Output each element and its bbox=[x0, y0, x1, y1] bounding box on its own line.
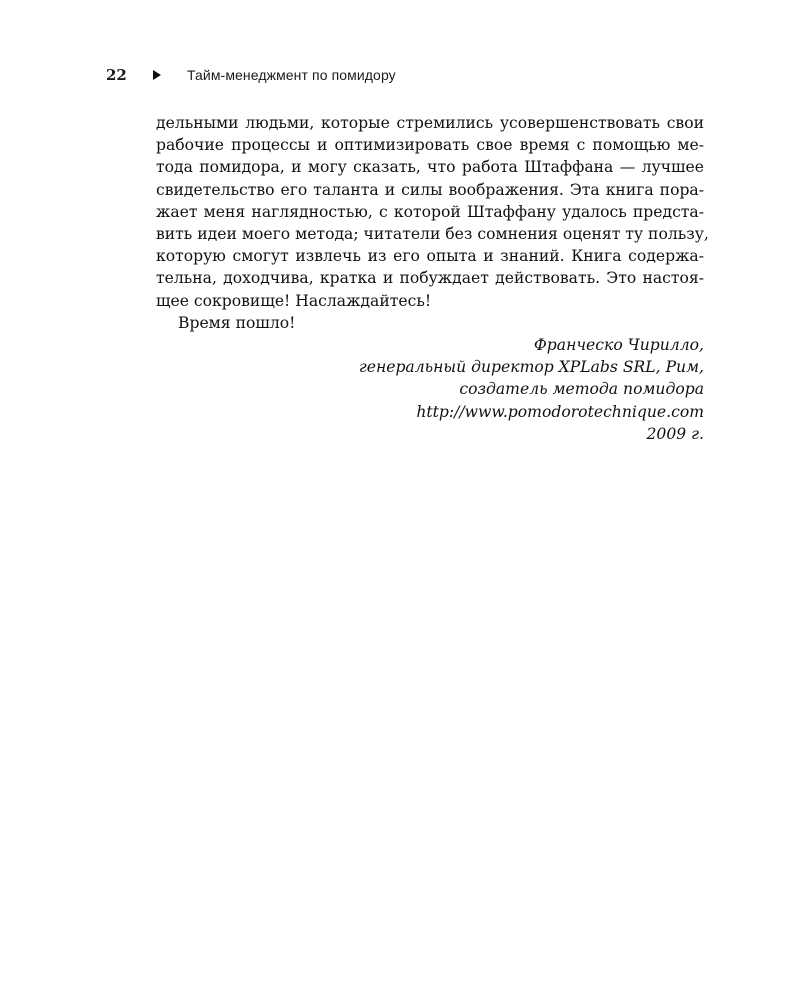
signature-block bbox=[156, 334, 704, 445]
body-text bbox=[156, 112, 709, 445]
triangle-right-icon bbox=[153, 70, 161, 80]
signature-name: Франческо Чирилло, bbox=[533, 336, 704, 355]
signature-url: http://www.pomodorotechnique.com bbox=[416, 402, 704, 421]
closing-line: Время пошло! bbox=[178, 313, 296, 332]
signature-year: 2009 г. bbox=[646, 424, 704, 443]
text-line: щее сокровище! Наслаждайтесь! bbox=[156, 291, 432, 310]
text-line: жает меня наглядностью, с которой Штаффану удалось предста- bbox=[156, 202, 704, 221]
page-number: 22 bbox=[106, 66, 127, 84]
signature-role: создатель метода помидора bbox=[459, 380, 704, 399]
text-line: тода помидора, и могу сказать, что работа Штаффана — лучшее bbox=[156, 158, 704, 177]
text-line: свидетельство его таланта и силы воображения. Эта книга пора- bbox=[156, 180, 704, 199]
running-header bbox=[106, 64, 396, 86]
text-line: дельными людьми, которые стремились усовершенствовать свои bbox=[156, 114, 704, 132]
text-line: вить идеи моего метода; читатели без сомнения оценят ту пользу, bbox=[156, 225, 709, 244]
running-title: Тайм-менеджмент по помидору bbox=[187, 67, 396, 83]
signature-position: генеральный директор XPLabs SRL, Рим, bbox=[358, 358, 704, 377]
text-line: тельна, доходчива, кратка и побуждает действовать. Это настоя- bbox=[156, 269, 704, 288]
text-line: рабочие процессы и оптимизировать свое время с помощью ме- bbox=[156, 136, 704, 155]
text-line: которую смогут извлечь из его опыта и знаний. Книга содержа- bbox=[156, 247, 704, 266]
